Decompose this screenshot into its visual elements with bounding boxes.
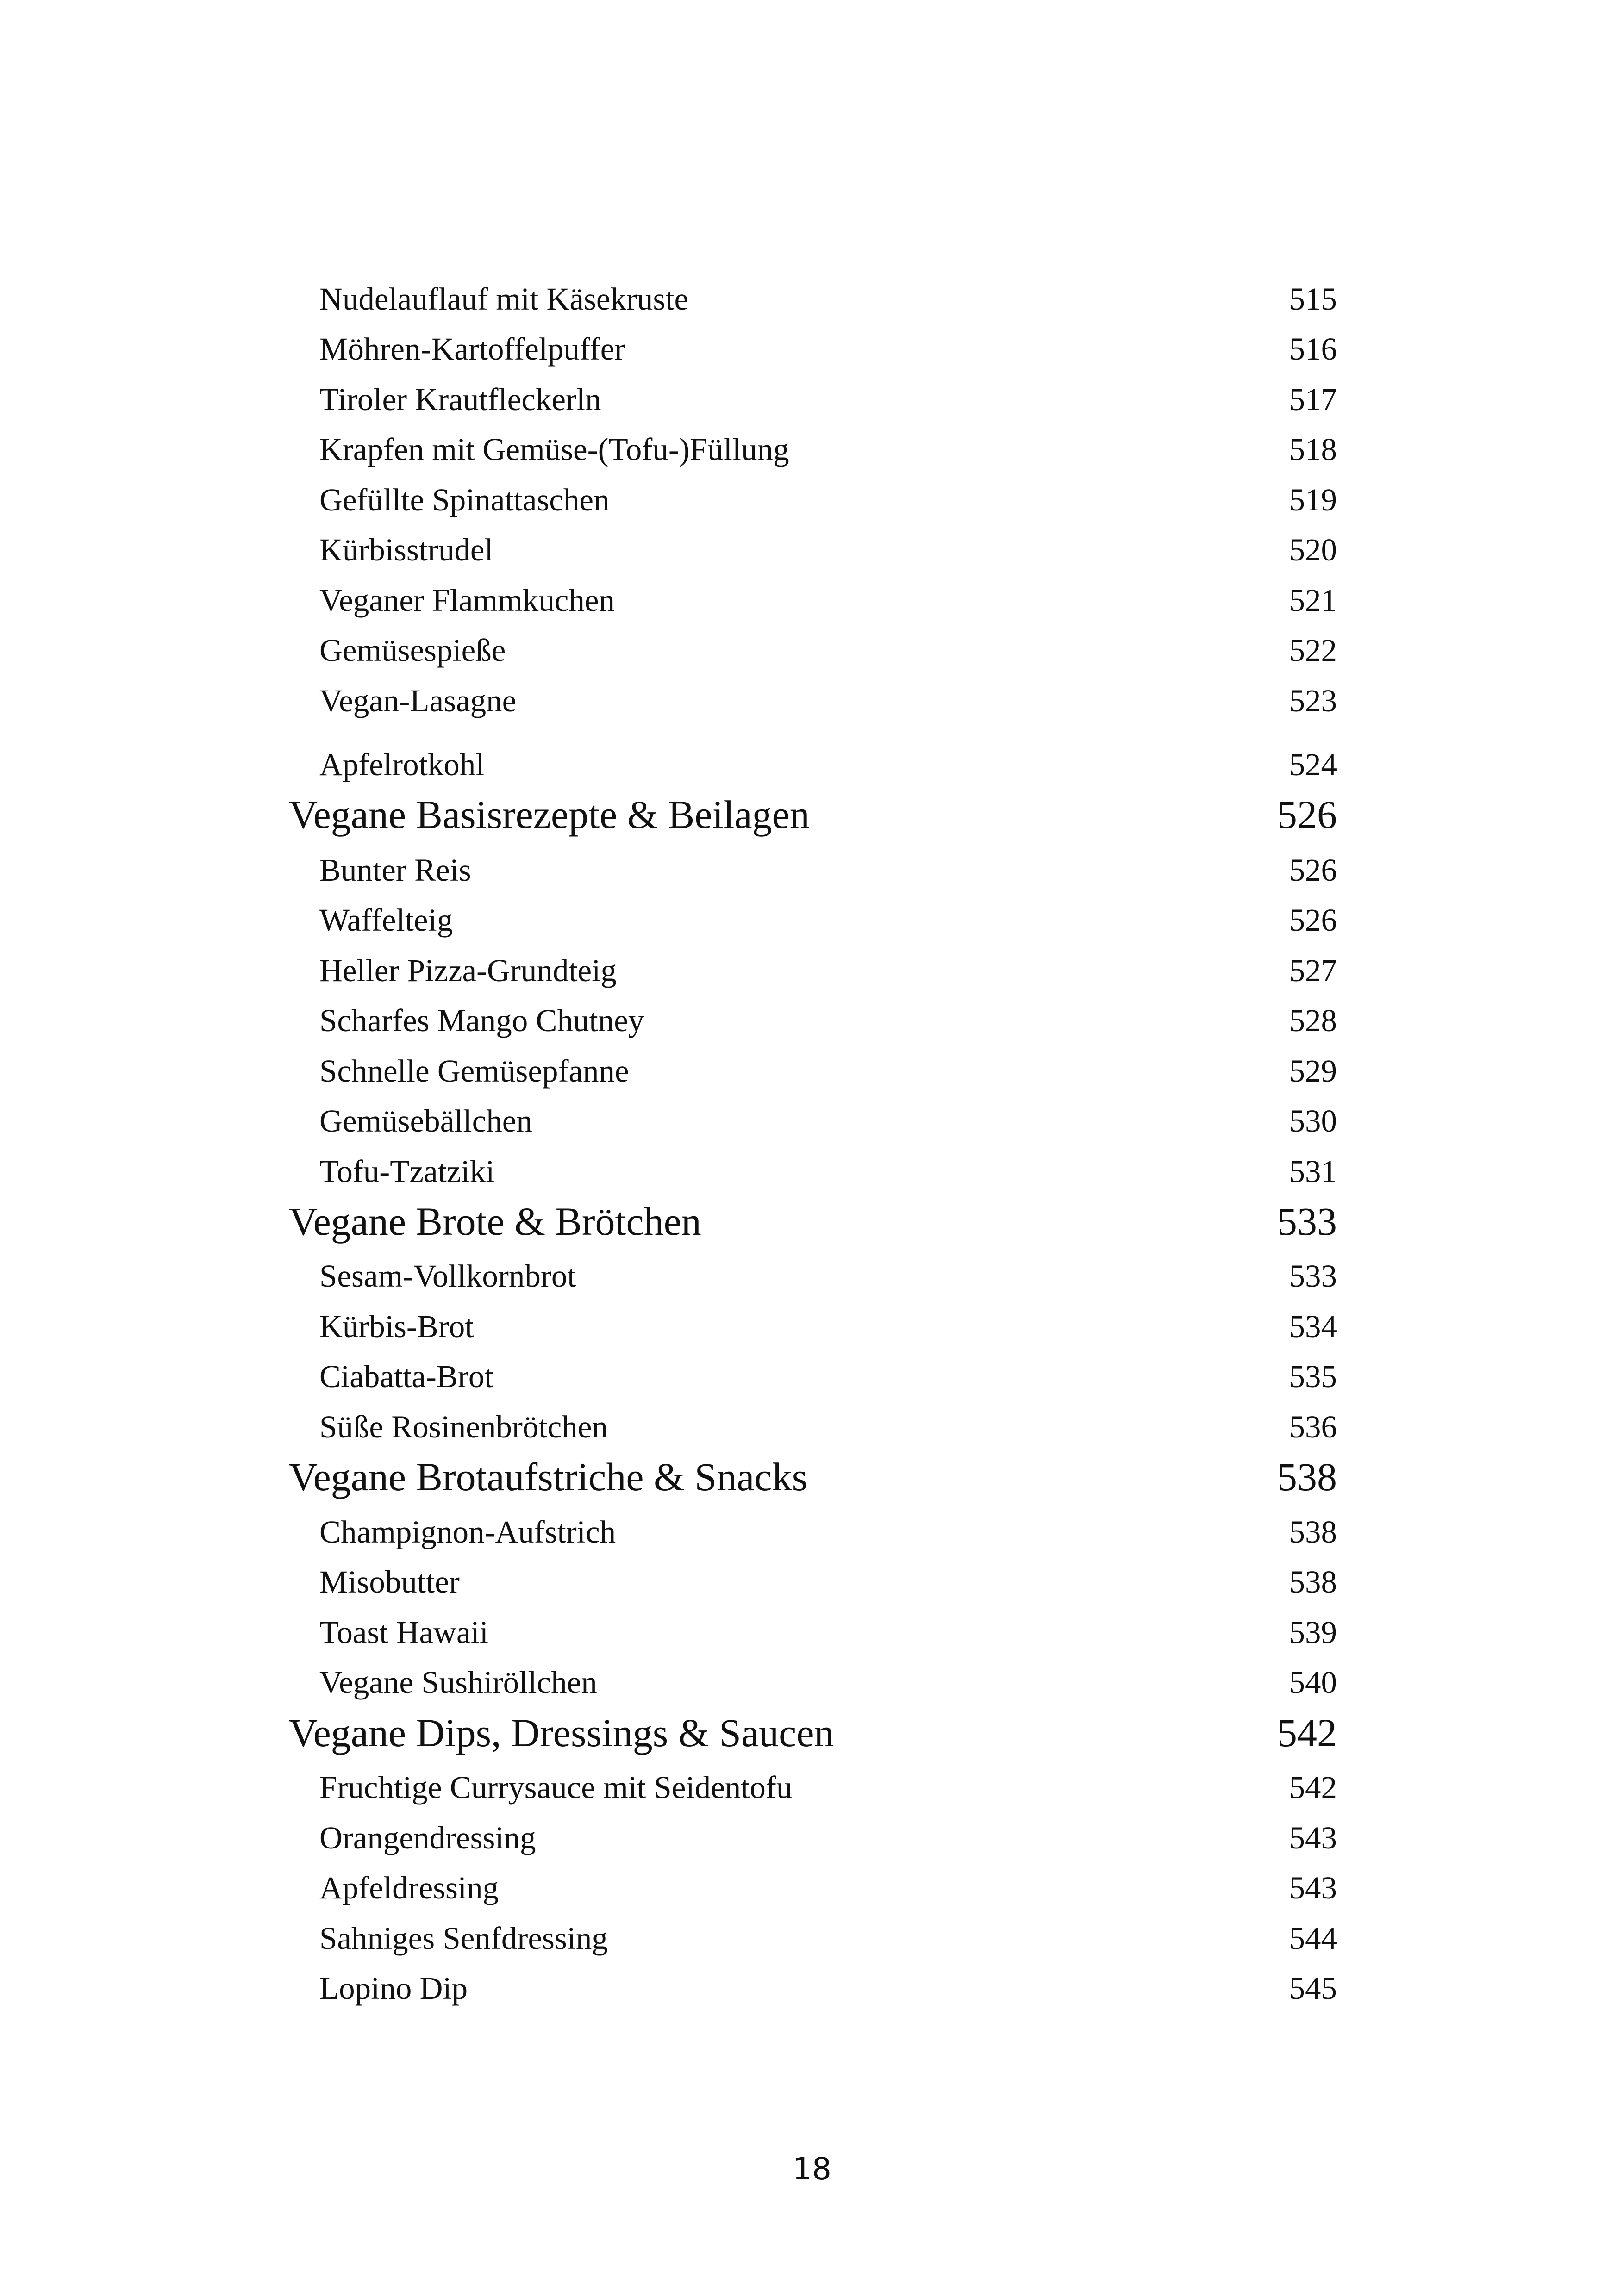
toc-entry-title: Krapfen mit Gemüse-(Tofu-)Füllung — [319, 432, 789, 467]
toc-entry-title: Süße Rosinenbrötchen — [319, 1409, 608, 1444]
toc-entry-page: 536 — [1289, 1409, 1337, 1444]
toc-entry[interactable] — [0, 1404, 1624, 1450]
toc-entry-page: 520 — [1289, 532, 1337, 567]
toc-entry[interactable] — [0, 947, 1624, 994]
toc-entry[interactable] — [0, 1865, 1624, 1911]
toc-entry-page: 522 — [1289, 633, 1337, 668]
toc-section-title: Vegane Brote & Brötchen — [289, 1199, 701, 1244]
toc-entry-page: 531 — [1289, 1154, 1337, 1189]
toc-section-title: Vegane Dips, Dressings & Saucen — [289, 1711, 834, 1755]
toc-entry[interactable] — [0, 997, 1624, 1044]
toc-entry-title: Veganer Flammkuchen — [319, 583, 615, 618]
toc-entry-title: Bunter Reis — [319, 852, 471, 888]
toc-entry-title: Sahniges Senfdressing — [319, 1921, 608, 1956]
toc-section-heading[interactable] — [0, 791, 1624, 838]
toc-entry-page: 540 — [1289, 1665, 1337, 1700]
toc-entry-page: 521 — [1289, 583, 1337, 618]
page-number: 18 — [793, 2151, 831, 2187]
toc-entry[interactable] — [0, 1815, 1624, 1861]
toc-entry-page: 529 — [1289, 1053, 1337, 1089]
toc-entry[interactable] — [0, 577, 1624, 623]
toc-entry-page: 527 — [1289, 953, 1337, 988]
toc-entry-title: Misobutter — [319, 1564, 460, 1599]
toc-entry-title: Gefüllte Spinattaschen — [319, 482, 610, 517]
toc-entry[interactable] — [0, 1353, 1624, 1400]
toc-entry[interactable] — [0, 1148, 1624, 1195]
toc-entry-title: Ciabatta-Brot — [319, 1359, 493, 1394]
toc-entry-page: 543 — [1289, 1820, 1337, 1855]
toc-entry[interactable] — [0, 1048, 1624, 1094]
toc-entry-title: Tofu-Tzatziki — [319, 1154, 495, 1189]
toc-entry[interactable] — [0, 1609, 1624, 1655]
toc-entry-title: Möhren-Kartoffelpuffer — [319, 331, 625, 367]
toc-entry-page: 530 — [1289, 1103, 1337, 1139]
toc-entry-page: 517 — [1289, 382, 1337, 417]
toc-entry-title: Kürbisstrudel — [319, 532, 493, 567]
toc-entry[interactable] — [0, 1915, 1624, 1961]
toc-entry[interactable] — [0, 847, 1624, 893]
toc-entry-page: 542 — [1289, 1770, 1337, 1805]
toc-entry[interactable] — [0, 1965, 1624, 2011]
toc-entry-title: Gemüsespieße — [319, 633, 506, 668]
toc-entry-page: 526 — [1289, 852, 1337, 888]
toc-entry-page: 534 — [1289, 1309, 1337, 1344]
toc-entry-title: Scharfes Mango Chutney — [319, 1003, 644, 1038]
toc-entry-page: 518 — [1289, 432, 1337, 467]
toc-entry[interactable] — [0, 376, 1624, 423]
toc-section-page: 538 — [1277, 1455, 1337, 1499]
toc-entry-title: Toast Hawaii — [319, 1615, 488, 1650]
toc-entry[interactable] — [0, 627, 1624, 673]
toc-entry-title: Vegane Sushiröllchen — [319, 1665, 597, 1700]
toc-entry[interactable] — [0, 741, 1624, 788]
toc-section-page: 533 — [1277, 1199, 1337, 1244]
toc-entry[interactable] — [0, 1509, 1624, 1555]
toc-entry-title: Apfeldressing — [319, 1870, 499, 1905]
toc-entry-page: 544 — [1289, 1921, 1337, 1956]
toc-section-heading[interactable] — [0, 1198, 1624, 1244]
toc-entry[interactable] — [0, 326, 1624, 372]
toc-entry-title: Heller Pizza-Grundteig — [319, 953, 617, 988]
toc-section-title: Vegane Brotaufstriche & Snacks — [289, 1455, 808, 1499]
toc-entry[interactable] — [0, 276, 1624, 322]
toc-entry-title: Orangendressing — [319, 1820, 536, 1855]
toc-entry-title: Kürbis-Brot — [319, 1309, 474, 1344]
toc-entry-title: Nudelauflauf mit Käsekruste — [319, 281, 689, 317]
toc-entry[interactable] — [0, 1253, 1624, 1299]
toc-entry[interactable] — [0, 1303, 1624, 1350]
toc-section-page: 542 — [1277, 1711, 1337, 1755]
toc-entry-page: 538 — [1289, 1564, 1337, 1599]
toc-entry-title: Schnelle Gemüsepfanne — [319, 1053, 629, 1089]
toc-entry-title: Tiroler Krautfleckerln — [319, 382, 601, 417]
toc-entry[interactable] — [0, 527, 1624, 573]
toc-entry-page: 528 — [1289, 1003, 1337, 1038]
toc-section-heading[interactable] — [0, 1710, 1624, 1756]
toc-entry-title: Champignon-Aufstrich — [319, 1514, 616, 1549]
toc-entry[interactable] — [0, 897, 1624, 943]
toc-entry-page: 545 — [1289, 1971, 1337, 2006]
toc-entry[interactable] — [0, 678, 1624, 724]
toc-entry[interactable] — [0, 1764, 1624, 1811]
toc-entry[interactable] — [0, 1659, 1624, 1705]
toc-entry-page: 516 — [1289, 331, 1337, 367]
toc-entry-title: Lopino Dip — [319, 1971, 468, 2006]
toc-entry-title: Sesam-Vollkornbrot — [319, 1258, 576, 1294]
toc-entry-page: 543 — [1289, 1870, 1337, 1905]
toc-entry-page: 523 — [1289, 683, 1337, 718]
toc-entry-page: 538 — [1289, 1514, 1337, 1549]
toc-entry[interactable] — [0, 1559, 1624, 1605]
toc-entry[interactable] — [0, 477, 1624, 523]
toc-entry-title: Apfelrotkohl — [319, 747, 485, 782]
toc-entry[interactable] — [0, 1098, 1624, 1144]
toc-entry-page: 519 — [1289, 482, 1337, 517]
toc-section-heading[interactable] — [0, 1454, 1624, 1500]
toc-entry-page: 526 — [1289, 902, 1337, 938]
toc-entry-page: 524 — [1289, 747, 1337, 782]
toc-entry-title: Waffelteig — [319, 902, 453, 938]
toc-entry-page: 533 — [1289, 1258, 1337, 1294]
toc-section-title: Vegane Basisrezepte & Beilagen — [289, 792, 810, 837]
toc-entry-title: Vegan-Lasagne — [319, 683, 517, 718]
toc-entry-page: 535 — [1289, 1359, 1337, 1394]
toc-entry-title: Fruchtige Currysauce mit Seidentofu — [319, 1770, 793, 1805]
toc-entry[interactable] — [0, 426, 1624, 473]
toc-section-page: 526 — [1277, 792, 1337, 837]
toc-entry-page: 515 — [1289, 281, 1337, 317]
toc-entry-page: 539 — [1289, 1615, 1337, 1650]
toc-entry-title: Gemüsebällchen — [319, 1103, 532, 1139]
